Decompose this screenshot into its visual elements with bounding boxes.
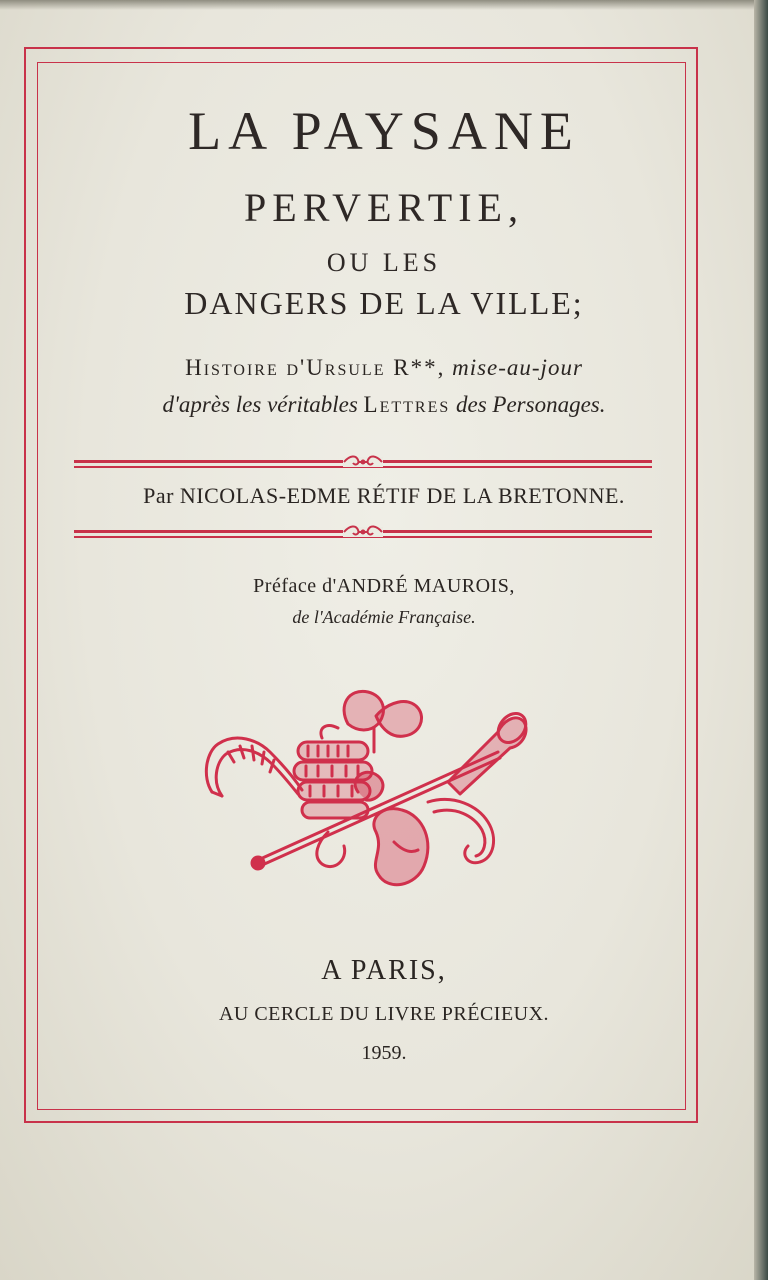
subtitle-lettres: Lettres — [363, 392, 451, 417]
subtitle-line-1 — [0, 355, 768, 381]
flourish-icon — [338, 525, 388, 543]
subtitle-mise-au-jour: mise-au-jour — [445, 355, 583, 380]
imprint-publisher: AU CERCLE DU LIVRE PRÉCIEUX. — [218, 1003, 550, 1025]
subtitle-apres: d'après les véritables — [162, 392, 364, 417]
flourish-icon — [338, 455, 388, 473]
ornamental-rule-bottom — [74, 528, 652, 540]
title-line-3: OU LES — [326, 248, 442, 277]
rocaille-trophy-ornament-icon — [198, 682, 532, 900]
subtitle-personages: des Personages. — [450, 392, 606, 417]
title-line-1: LA PAYSANE — [188, 101, 580, 161]
preface-affiliation: de l'Académie Française. — [292, 607, 476, 627]
imprint-year: 1959. — [361, 1042, 407, 1064]
subtitle-line-2 — [0, 392, 768, 418]
ornamental-rule-top — [74, 458, 652, 470]
title-line-4: DANGERS DE LA VILLE; — [184, 285, 584, 321]
title-line-2: PERVERTIE, — [244, 185, 524, 230]
subtitle-histoire: Histoire d'Ursule R**, — [185, 355, 446, 380]
preface-line: Préface d'ANDRÉ MAUROIS, — [253, 575, 515, 597]
page-top-shadow — [0, 0, 768, 10]
author-line: Par NICOLAS-EDME RÉTIF DE LA BRETONNE. — [143, 483, 625, 508]
imprint-city: A PARIS, — [321, 955, 447, 986]
